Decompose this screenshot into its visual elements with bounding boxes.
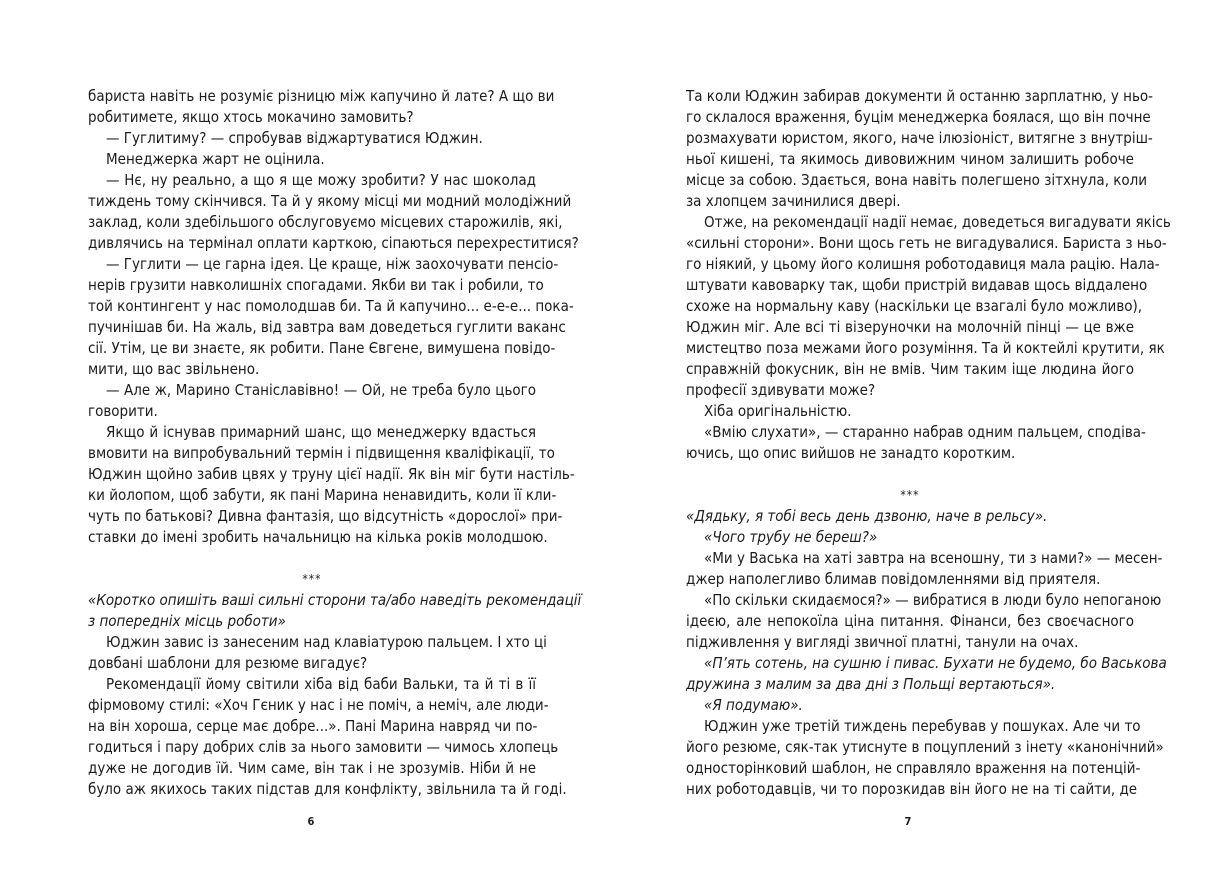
text-line: пучинішав би. На жаль, від завтра вам доведеться гуглити ваканс — [88, 318, 566, 336]
text-line: Юджин уже третій тиждень перебував у пошуках. Але чи то — [704, 717, 1141, 735]
text-line: ставки до імені зробить начальницю на кілька років молодшою. — [88, 528, 548, 546]
text-line: Юджин міг. Але всі ті візеруночки на молочній пінці — це вже — [686, 318, 1134, 336]
text-line: за хлопцем зачинилися двері. — [686, 192, 901, 210]
text-line: «Я подумаю». — [704, 696, 803, 714]
text-line: штувати кавоварку так, щоби пристрій видавав щось віддалено — [686, 276, 1148, 294]
text-line: ки йолопом, щоб забути, як пані Марина ненавидить, коли її кли- — [88, 486, 557, 504]
text-line: них роботодавців, чи то порозкидав він його не на ті сайти, де — [686, 780, 1138, 798]
text-line: го склалося враження, буцім менеджерка боялася, що він почне — [686, 108, 1151, 126]
text-line: схоже на нормальну каву (наскільки це взагалі було можливо), — [686, 297, 1143, 315]
text-line: говорити. — [88, 402, 158, 420]
text-line: го ніякий, у цьому його колишня роботодавиця мала рацію. Нала- — [686, 255, 1160, 273]
text-line: Якщо й існував примарний шанс, що менеджерку вдасться — [106, 423, 536, 441]
text-line: місце за собою. Здається, вона навіть полегшено зітхнула, коли — [686, 171, 1148, 189]
text-line: робитимете, якщо хтось мокачино замовить? — [88, 108, 414, 126]
page-number: 7 — [904, 815, 912, 828]
text-line: годиться і пару добрих слів за нього замовити — чимось хлопець — [88, 738, 559, 756]
right-page — [610, 0, 1219, 883]
text-line: вмовити на випробувальний термін і підвищення кваліфікації, то — [88, 444, 555, 462]
text-line: дружина з малим за два дні з Польщі вертаються». — [686, 675, 1056, 693]
text-line: сії. Утім, це ви знаєте, як робити. Пане Євгене, вимушена повідо- — [88, 339, 556, 357]
page-number: 6 — [307, 815, 315, 828]
text-line: його резюме, сяк-так утиснуте в поцуплений з інету «канонічний» — [686, 738, 1164, 756]
text-line: «По скільки скидаємося?» — вибратися в люди було непоганою — [704, 591, 1162, 609]
text-line: «П’ять сотень, на сушню і пивас. Бухати не будемо, бо Васькова — [704, 654, 1167, 672]
text-line: односторінковий шаблон, не справляло враження на потенцій- — [686, 759, 1141, 777]
text-line: — Гуглити — це гарна ідея. Це краще, ніж заохочувати пенсіо- — [106, 255, 559, 273]
text-line: «Вмію слухати», — старанно набрав одним пальцем, сподіва- — [704, 423, 1146, 441]
text-line: ючись, що опис вийшов не занадто коротким. — [686, 444, 1016, 462]
text-line: було аж якихось таких підстав для конфлікту, звільнила та й годі. — [88, 780, 567, 798]
text-line: «Ми у Васька на хаті завтра на всеношну, ти з нами?» — месен- — [704, 549, 1163, 567]
text-line: тиждень тому скінчився. Та й у якому місці ми модний молодіжний — [88, 192, 572, 210]
text-line: «Чого трубу не береш?» — [704, 528, 878, 546]
text-line: бариста навіть не розуміє різницю між капучино й лате? А що ви — [88, 87, 555, 105]
text-line: «Дядьку, я тобі весь день дзвоню, наче в рельсу». — [686, 507, 1048, 525]
text-line: — Гуглитиму? — спробував віджартуватися Юджин. — [106, 129, 483, 147]
text-line: справжній фокусник, він не вмів. Чим таким іще людина його — [686, 360, 1134, 378]
text-line: «сильні сторони». Вони щось геть не вигадувалися. Бариста з ньо- — [686, 234, 1167, 252]
text-line: Та коли Юджин забирав документи й останню зарплатню, у ньо- — [686, 87, 1154, 105]
text-line: той контингент у нас помолодшав би. Та й капучино... е-е-е... пока- — [88, 297, 574, 315]
text-line: підживлення у вигляді звичної платні, танули на очах. — [686, 633, 1079, 651]
text-line: джер наполегливо блимав повідомленнями від приятеля. — [686, 570, 1101, 588]
text-line: — Але ж, Марино Станіславівно! — Ой, не треба було цього — [106, 381, 536, 399]
text-line: Юджин щойно забив цвях у труну цієї надії. Як він міг бути настіль- — [88, 465, 575, 483]
text-line: дивлячись на термінал оплати карткою, сіпаються перехреститися? — [88, 234, 579, 252]
text-line: ідеєю, але непокоїла ціна питання. Фінанси, без своєчасного — [686, 612, 1134, 630]
text-line: мити, що вас звільнено. — [88, 360, 260, 378]
text-line: нерів грузити навколишніх спогадами. Якби ви так і робили, то — [88, 276, 544, 294]
left-page-text — [88, 86, 582, 800]
text-line: — Нє, ну реально, а що я ще можу зробити? У нас шоколад — [106, 171, 536, 189]
text-line: фірмовому стилі: «Хоч Гєник у нас і не поміч, а неміч, але люди- — [88, 696, 549, 714]
text-line: ньої кишені, та якимось дивовижним чином залишить робоче — [686, 150, 1134, 168]
section-separator: *** — [302, 572, 322, 586]
text-line: заклад, коли здебільшого обслуговуємо місцевих старожилів, які, — [88, 213, 563, 231]
text-line: професії здивувати може? — [686, 381, 876, 399]
section-separator: *** — [900, 488, 920, 502]
text-line: «Коротко опишіть ваші сильні сторони та/або наведіть рекомендації — [88, 591, 582, 609]
text-line: мистецтво поза межами його розуміння. Та й коктейлі крутити, як — [686, 339, 1165, 357]
text-line: чуть по батькові? Дивна фантазія, що відсутність «дорослої» при- — [88, 507, 563, 525]
text-line: розмахувати юристом, якого, наче ілюзіоніст, витягне з внутріш- — [686, 129, 1153, 147]
text-line: дуже не догодив їй. Чим саме, він так і не зрозумів. Ніби й не — [88, 759, 536, 777]
right-page-text — [686, 86, 1171, 800]
text-line: Рекомендації йому світили хіба від баби Вальки, та й ті в її — [106, 675, 536, 693]
text-line: Менеджерка жарт не оцінила. — [106, 150, 325, 168]
text-line: довбані шаблони для резюме вигадує? — [88, 654, 368, 672]
text-line: з попередніх місць роботи» — [88, 612, 286, 630]
text-line: Юджин завис із занесеним над клавіатурою пальцем. І хто ці — [106, 633, 547, 651]
text-line: на він хороша, серце має добре...». Пані Марина навряд чи по- — [88, 717, 538, 735]
text-line: Хіба оригінальністю. — [704, 402, 852, 420]
text-line: Отже, на рекомендації надії немає, доведеться вигадувати якісь — [704, 213, 1171, 231]
